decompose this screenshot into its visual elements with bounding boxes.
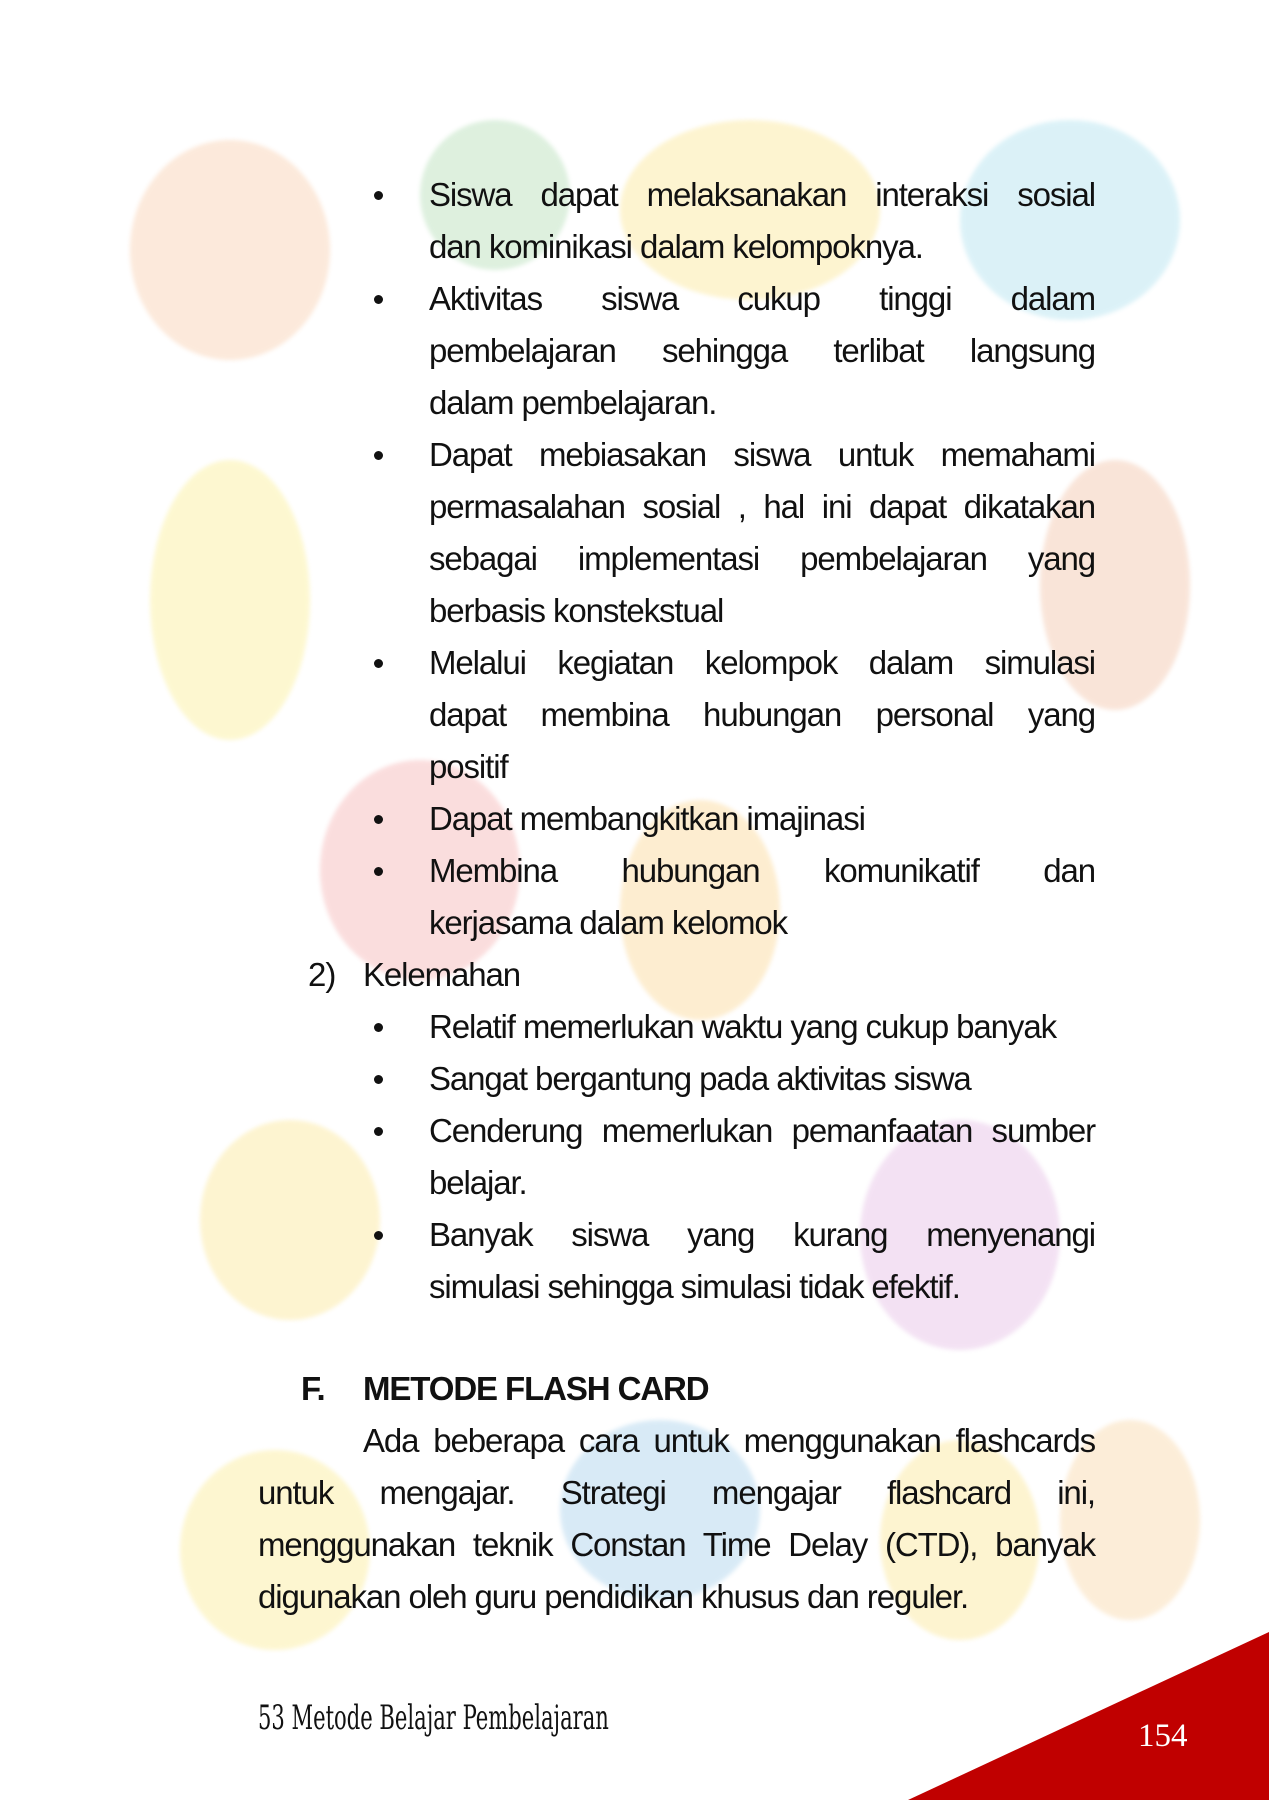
footer-book-title: 53 Metode Belajar Pembelajaran <box>258 1698 609 1738</box>
bullet-text-line: Siswa dapat melaksanakan interaksi sosial <box>429 176 1095 213</box>
bullet-text-line: positif <box>429 748 508 785</box>
bullet-text-line: kerjasama dalam kelomok <box>429 904 788 941</box>
paragraph-line: Ada beberapa cara untuk menggunakan flashcards <box>363 1422 1095 1460</box>
section-title: METODE FLASH CARD <box>363 1370 709 1408</box>
bullet-text-line: Relatif memerlukan waktu yang cukup banyak <box>429 1008 1056 1045</box>
bullet-text-line: Melalui kegiatan kelompok dalam simulasi <box>429 644 1095 681</box>
bullet-text-line: belajar. <box>429 1164 527 1201</box>
bullet-text-line: pembelajaran sehingga terlibat langsung <box>429 332 1095 369</box>
bullet-text-line: berbasis konstekstual <box>429 592 724 629</box>
paragraph-line: digunakan oleh guru pendidikan khusus dan reguler. <box>258 1578 969 1616</box>
subsection-title: Kelemahan <box>363 956 521 993</box>
bullet-text-line: dapat membina hubungan personal yang <box>429 696 1095 733</box>
bullet-text-line: Dapat membangkitkan imajinasi <box>429 800 865 837</box>
bullet-text-line: Aktivitas siswa cukup tinggi dalam <box>429 280 1095 317</box>
bullet-text-line: sebagai implementasi pembelajaran yang <box>429 540 1095 577</box>
bullet-text-line: dan kominikasi dalam kelompoknya. <box>429 228 923 265</box>
bullet-text-line: Sangat bergantung pada aktivitas siswa <box>429 1060 971 1097</box>
list-number: 2) <box>308 956 336 993</box>
page-number: 154 <box>1138 1718 1188 1754</box>
paragraph-line: menggunakan teknik Constan Time Delay (CTD), banyak <box>258 1526 1095 1564</box>
section-letter: F. <box>301 1370 325 1408</box>
bullet-text-line: Cenderung memerlukan pemanfaatan sumber <box>429 1112 1095 1149</box>
bullet-text-line: dalam pembelajaran. <box>429 384 717 421</box>
bullet-text-line: Banyak siswa yang kurang menyenangi <box>429 1216 1095 1253</box>
paragraph-line: untuk mengajar. Strategi mengajar flashcard ini, <box>258 1474 1095 1512</box>
bullet-text-line: permasalahan sosial , hal ini dapat dikatakan <box>429 488 1095 525</box>
bullet-text-line: simulasi sehingga simulasi tidak efektif. <box>429 1268 960 1305</box>
bullet-text-line: Dapat mebiasakan siswa untuk memahami <box>429 436 1095 473</box>
bullet-text-line: Membina hubungan komunikatif dan <box>429 852 1095 889</box>
